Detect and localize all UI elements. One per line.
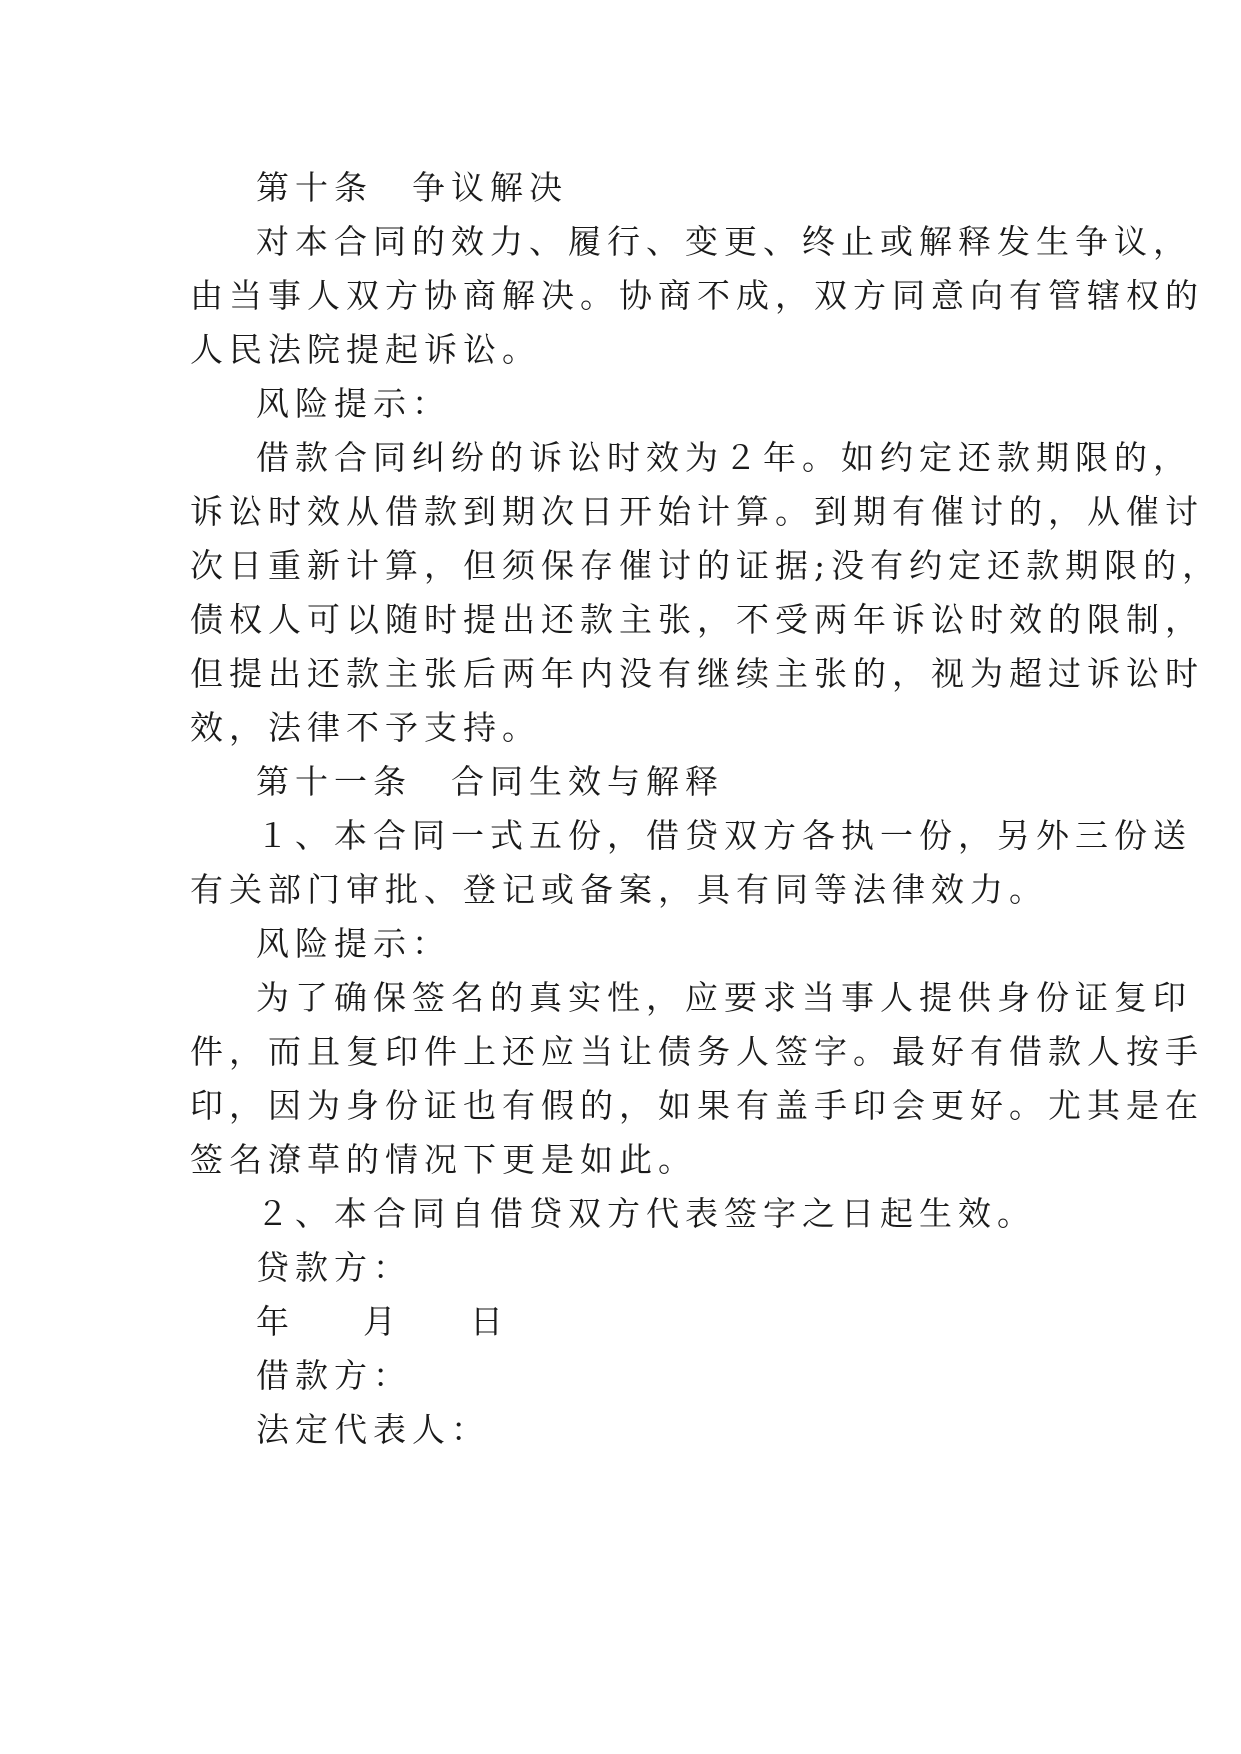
paragraph-line: 有关部门审批、登记或备案，具有同等法律效力。 bbox=[190, 870, 1048, 909]
paragraph-line: 诉讼时效从借款到期次日开始计算。到期有催讨的，从催讨 bbox=[190, 492, 1204, 531]
paragraph-line: 次日重新计算，但须保存催讨的证据;没有约定还款期限的， bbox=[190, 546, 1222, 585]
paragraph-line: 但提出还款主张后两年内没有继续主张的，视为超过诉讼时 bbox=[190, 654, 1204, 693]
clause-2-line: ２、本合同自借贷双方代表签字之日起生效。 bbox=[256, 1194, 1036, 1233]
article-11-heading: 第十一条 合同生效与解释 bbox=[256, 762, 724, 801]
paragraph-line: 借款合同纠纷的诉讼时效为２年。如约定还款期限的， bbox=[256, 438, 1192, 477]
article-10-heading: 第十条 争议解决 bbox=[256, 168, 568, 207]
clause-1-line: １、本合同一式五份，借贷双方各执一份，另外三份送 bbox=[256, 816, 1192, 855]
date-month-label: 月 bbox=[363, 1302, 402, 1341]
risk-note-heading: 风险提示： bbox=[256, 924, 451, 963]
date-line bbox=[256, 1302, 509, 1342]
paragraph-line: 为了确保签名的真实性，应要求当事人提供身份证复印 bbox=[256, 978, 1192, 1017]
paragraph-line: 人民法院提起诉讼。 bbox=[190, 330, 541, 369]
legal-representative-label: 法定代表人： bbox=[256, 1410, 490, 1449]
paragraph-line: 签名潦草的情况下更是如此。 bbox=[190, 1140, 697, 1179]
date-day-label: 日 bbox=[470, 1302, 509, 1341]
paragraph-line: 印，因为身份证也有假的，如果有盖手印会更好。尤其是在 bbox=[190, 1086, 1204, 1125]
paragraph-line: 由当事人双方协商解决。协商不成，双方同意向有管辖权的 bbox=[190, 276, 1204, 315]
paragraph-line: 件，而且复印件上还应当让债务人签字。最好有借款人按手 bbox=[190, 1032, 1204, 1071]
paragraph-line: 对本合同的效力、履行、变更、终止或解释发生争议， bbox=[256, 222, 1192, 261]
paragraph-line: 债权人可以随时提出还款主张，不受两年诉讼时效的限制， bbox=[190, 600, 1204, 639]
risk-note-heading: 风险提示： bbox=[256, 384, 451, 423]
date-year-label: 年 bbox=[256, 1302, 295, 1341]
borrower-label: 借款方： bbox=[256, 1356, 412, 1395]
paragraph-line: 效，法律不予支持。 bbox=[190, 708, 541, 747]
lender-label: 贷款方： bbox=[256, 1248, 412, 1287]
